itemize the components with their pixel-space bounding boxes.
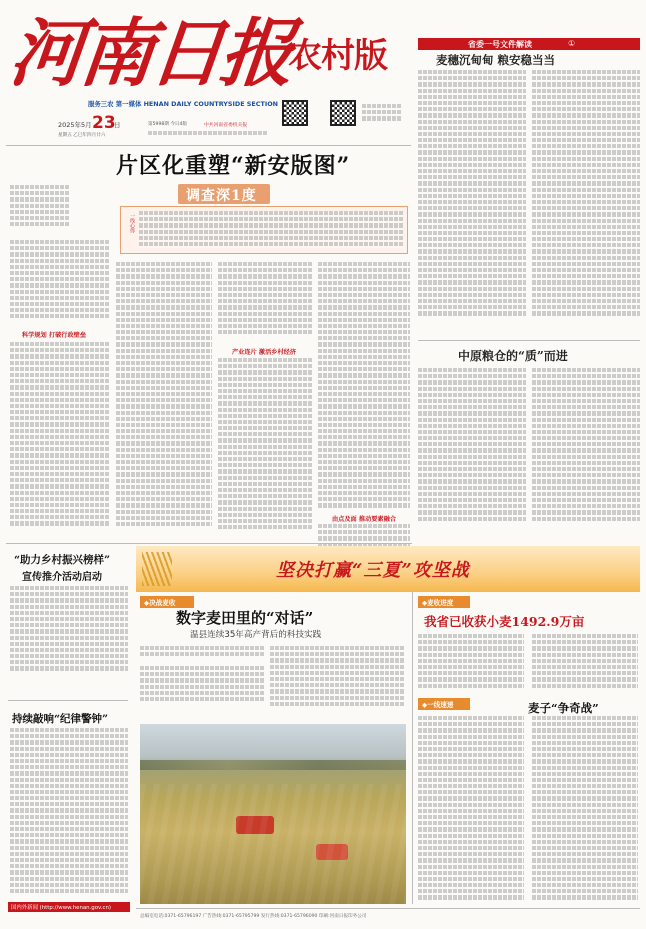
- lead-col3b: [218, 358, 312, 532]
- lead-col1: [10, 240, 110, 325]
- tree-line: [140, 760, 406, 770]
- editor-note-label: 一线心得: [129, 213, 135, 233]
- lead-intro: [10, 185, 70, 235]
- lead-subhead-1: 科学规划 打破行政壁垒: [22, 332, 87, 339]
- sanxia-subhead: 温县连续35年高产背后的科技实践: [190, 630, 322, 640]
- series-banner: [418, 38, 640, 50]
- divider: [6, 543, 412, 544]
- right-story-col1: [418, 368, 526, 528]
- sanxia-tag-right-text: ◆麦收进度: [422, 599, 454, 607]
- left-headline-2: 持续敲响“纪律警钟”: [12, 713, 109, 725]
- divider: [136, 908, 640, 909]
- right-story-col2: [532, 368, 640, 528]
- sanxia-body-a: [140, 666, 264, 708]
- lead-col1b: [10, 342, 110, 532]
- lead-col3a: [218, 262, 312, 342]
- lead-badge: [178, 184, 270, 204]
- left-footer-text: 国内外新闻 (http://www.henan.gov.cn): [11, 905, 111, 911]
- qr-code[interactable]: [330, 100, 356, 126]
- footer-line: 总编室电话:0371-65796197 广告热线:0371-65795799 发行热线:0371-65796090 印刷:河南日报印务公司: [140, 914, 367, 919]
- divider: [412, 592, 413, 904]
- publisher: 中共河南省委机关报: [204, 123, 248, 128]
- masthead-subtitle: 服务三农 第一媒体 HENAN DAILY COUNTRYSIDE SECTION: [88, 100, 278, 108]
- divider: [8, 700, 128, 701]
- masthead-title: 河南日报: [5, 11, 295, 97]
- left-footer-tag: [8, 902, 130, 912]
- lead-col2: [116, 262, 212, 532]
- date-prefix: 2025年5月: [58, 121, 92, 129]
- series-body-col1: [418, 70, 526, 320]
- masthead-edition: 农村版: [288, 36, 387, 76]
- lunar-date: 星期五 乙巳年四月廿六: [58, 133, 106, 138]
- lead-subhead-2: 产业连片 激活乡村经济: [232, 349, 297, 356]
- harvest-headline: 我省已收获小麦1492.9万亩: [424, 614, 585, 629]
- sanxia-body-b: [270, 646, 404, 716]
- sanxia-banner-text: 坚决打赢“三夏”攻坚战: [276, 560, 470, 581]
- series-number: ①: [568, 39, 576, 48]
- wheat-field-photo: [140, 724, 406, 904]
- editor-note-box: [120, 206, 408, 254]
- editor-note-text: [139, 211, 403, 251]
- series-headline: 麦穗沉甸甸 粮安稳当当: [436, 53, 556, 67]
- sanxia-tag-right2-text: ◆一线速递: [422, 701, 454, 709]
- right-story-headline: 中原粮仓的“质”而进: [458, 349, 568, 363]
- series-tag: 省委一号文件解读: [468, 40, 532, 49]
- issue-number: 第5998期 今日4版: [148, 122, 188, 127]
- qr-code[interactable]: [282, 100, 308, 126]
- sanxia-tag-left-text: ◆决战麦收: [144, 599, 176, 607]
- wheat-deco: [142, 552, 172, 586]
- field-rows: [140, 784, 406, 904]
- masthead-info-line: [148, 131, 268, 137]
- series-body-col2: [532, 70, 640, 320]
- contest-body-col1: [418, 716, 524, 904]
- divider: [418, 340, 640, 341]
- sanxia-tag-right: [418, 596, 470, 608]
- sanxia-tag-right2: [418, 698, 470, 710]
- lead-subhead-3: 由点及面 推动要素融合: [332, 516, 397, 523]
- badge-text: 调查深1度: [186, 188, 257, 204]
- contest-headline: 麦子“争奇战”: [528, 701, 599, 715]
- left-headline-1: “助力乡村振兴榜样”: [14, 554, 111, 566]
- sanxia-headline: 数字麦田里的“对话”: [176, 609, 314, 627]
- contest-body-col2: [532, 716, 638, 904]
- divider: [6, 145, 411, 146]
- left-body-1: [10, 586, 128, 676]
- left-body-2: [10, 728, 128, 898]
- lead-headline: 片区化重塑“新安版图”: [116, 153, 351, 179]
- date-suffix: 日: [114, 121, 121, 129]
- harvest-body-col1: [418, 634, 524, 692]
- qr-caption: [362, 104, 402, 122]
- sanxia-banner: [136, 546, 640, 592]
- date-day: 23: [92, 113, 116, 133]
- harvest-body-col2: [532, 634, 638, 692]
- sanxia-byline: [140, 646, 264, 660]
- left-headline-1b: 宣传推介活动启动: [22, 572, 102, 583]
- lead-col4a: [318, 262, 410, 510]
